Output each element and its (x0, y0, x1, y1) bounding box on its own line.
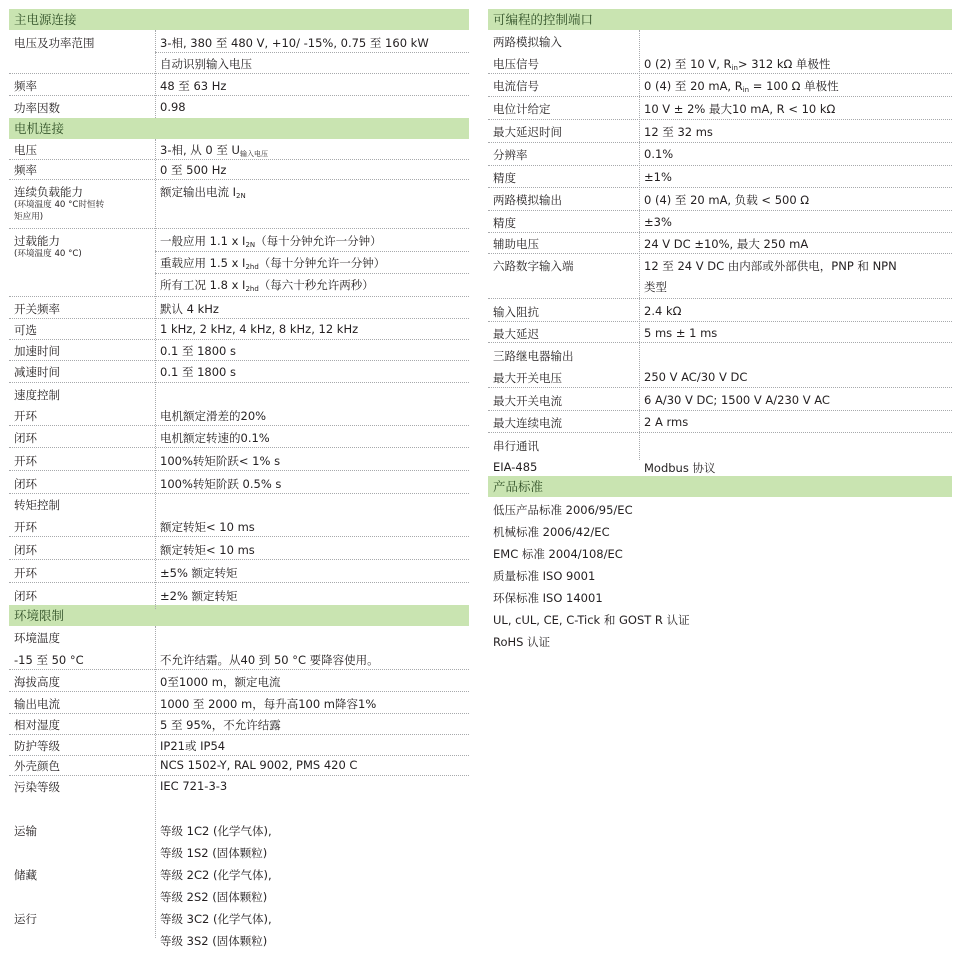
list-item: 机械标准 2006/42/EC (493, 525, 610, 539)
table-row (9, 340, 469, 361)
table-row (9, 404, 469, 426)
accel-time-label: 加速时间 (14, 344, 60, 358)
voltage-range-value: 3-相, 380 至 480 V, +10/ -15%, 0.75 至 160 kW (160, 36, 429, 50)
table-row (488, 411, 952, 433)
transport-label: 运输 (14, 824, 37, 838)
potentiometer-label: 电位计给定 (493, 102, 551, 116)
table-row (488, 188, 952, 211)
voltage-signal-value: 0 (2) 至 10 V, $R_{in}> 312$ kΩ 单极性 (644, 57, 831, 72)
motor-freq-value: 0 至 500 Hz (160, 163, 227, 177)
section-header-environment: 环境限制 (9, 605, 469, 626)
ambient-temp-label: 环境温度 (14, 631, 60, 645)
table-row (488, 143, 952, 166)
power-factor-label: 功率因数 (14, 101, 60, 115)
analog-outputs-label: 两路模拟输出 (493, 193, 562, 207)
enclosure-color-value: NCS 1502-Y, RAL 9002, PMS 420 C (160, 758, 358, 772)
continuous-load-note: (环境温度 40 °C时恒转 (14, 200, 105, 210)
serial-comm-label: 串行通讯 (493, 439, 539, 453)
torque-open-loop-value: 额定转矩< 10 ms (160, 520, 255, 534)
table-row (9, 139, 469, 160)
protection-value: IP21或 IP54 (160, 739, 226, 753)
storage-value-1: 等级 2C2 (化学气体), (160, 868, 272, 882)
table-row (9, 426, 469, 448)
table-row (9, 361, 469, 383)
max-switch-voltage-value: 250 V AC/30 V DC (644, 370, 748, 384)
output-current-label: 输出电流 (14, 697, 60, 711)
enclosure-color-label: 外壳颜色 (14, 759, 60, 773)
table-row (9, 96, 469, 118)
table-row (488, 343, 952, 365)
input-impedance-label: 输入阻抗 (493, 305, 539, 319)
max-switch-current-value: 6 A/30 V DC; 1500 V A/230 V AC (644, 393, 830, 407)
table-row (9, 74, 469, 96)
operation-value-2: 等级 3S2 (固体颗粒) (160, 934, 268, 948)
table-row (9, 714, 469, 735)
relay-outputs-label: 三路继电器输出 (493, 349, 574, 363)
torque-open-loop-value: ±5% 额定转矩 (160, 566, 238, 580)
table-row (9, 297, 469, 319)
table-row (9, 383, 469, 404)
table-row (9, 229, 469, 297)
digital-inputs-value: 12 至 24 V DC 由内部或外部供电，PNP 和 NPN (644, 259, 897, 273)
speed-closed-loop-value: 电机额定转速的0.1% (160, 431, 270, 445)
speed-open-loop-label: 开环 (14, 454, 37, 468)
right-column (488, 9, 952, 651)
storage-value-2: 等级 2S2 (固体颗粒) (160, 890, 268, 904)
pollution-value: IEC 721-3-3 (160, 779, 228, 793)
table-row (488, 211, 952, 233)
speed-closed-loop-value: 100%转矩阶跃 0.5% s (160, 477, 282, 491)
table-row (9, 670, 469, 692)
accel-time-value: 0.1 至 1800 s (160, 344, 237, 358)
accuracy-label: 精度 (493, 171, 516, 185)
voltage-signal-label: 电压信号 (493, 57, 539, 71)
table-row (9, 776, 469, 820)
storage-label: 储藏 (14, 868, 37, 882)
continuous-load-value: 额定输出电流 $I_{2N}$ (160, 185, 246, 200)
max-delay-value: 5 ms ± 1 ms (644, 326, 718, 340)
freq-label: 频率 (14, 79, 37, 93)
switch-freq-value: 默认 4 kHz (160, 302, 219, 316)
table-row (9, 180, 469, 229)
left-column (9, 9, 469, 948)
table-row (9, 30, 469, 74)
table-row (488, 365, 952, 388)
current-signal-value: 0 (4) 至 20 mA, $R_{in} = 100$ Ω 单极性 (644, 79, 839, 94)
environment-table (9, 626, 469, 948)
torque-closed-loop-label: 闭环 (14, 589, 37, 603)
altitude-label: 海拔高度 (14, 675, 60, 689)
speed-control-label: 速度控制 (14, 388, 60, 402)
list-item: 环保标准 ISO 14001 (493, 591, 603, 605)
continuous-load-label: 连续负载能力 (14, 185, 83, 199)
overload-label: 过载能力 (14, 234, 60, 248)
max-switch-voltage-label: 最大开关电压 (493, 371, 562, 385)
torque-closed-loop-value: 额定转矩< 10 ms (160, 543, 255, 557)
overload-normal: 一般应用 1.1 x $I_{2N}$（每十分钟允许一分钟） (160, 234, 382, 249)
table-row (9, 626, 469, 648)
table-row (488, 74, 952, 97)
max-delay-value: 12 至 32 ms (644, 125, 713, 139)
table-row (9, 756, 469, 776)
list-item: 低压产品标准 2006/95/EC (493, 503, 633, 517)
torque-closed-loop-label: 闭环 (14, 543, 37, 557)
table-row (488, 254, 952, 299)
main-power-table (9, 30, 469, 118)
list-item: EMC 标准 2004/108/EC (493, 547, 623, 561)
section-header-control-ports: 可编程的控制端口 (488, 9, 952, 30)
decel-time-value: 0.1 至 1800 s (160, 365, 237, 379)
torque-open-loop-label: 开环 (14, 566, 37, 580)
resolution-value: 0.1% (644, 147, 674, 161)
digital-inputs-value-2: 类型 (644, 280, 667, 294)
decel-time-label: 减速时间 (14, 365, 60, 379)
table-row (488, 388, 952, 411)
list-item: RoHS 认证 (493, 635, 551, 649)
potentiometer-value: 10 V ± 2% 最大10 mA, R < 10 kΩ (644, 102, 836, 116)
list-item: UL, cUL, CE, C-Tick 和 GOST R 认证 (493, 613, 690, 627)
eia485-label: EIA-485 (493, 460, 538, 474)
humidity-label: 相对湿度 (14, 718, 60, 732)
torque-control-label: 转矩控制 (14, 498, 60, 512)
output-current-value: 1000 至 2000 m，每升高100 m降容1% (160, 697, 377, 711)
transport-value-1: 等级 1C2 (化学气体), (160, 824, 272, 838)
max-delay-label: 最大延迟 (493, 327, 539, 341)
table-row (9, 471, 469, 494)
torque-open-loop-label: 开环 (14, 520, 37, 534)
list-item: 质量标准 ISO 9001 (493, 569, 596, 583)
analog-outputs-value: 0 (4) 至 20 mA, 负载 < 500 Ω (644, 193, 810, 207)
aux-voltage-label: 辅助电压 (493, 237, 539, 251)
accuracy-value: ±1% (644, 170, 672, 184)
table-row (488, 233, 952, 254)
table-row (9, 692, 469, 714)
table-row (488, 97, 952, 120)
optional-value: 1 kHz, 2 kHz, 4 kHz, 8 kHz, 12 kHz (160, 322, 359, 336)
table-row (9, 537, 469, 560)
section-header-standards: 产品标准 (488, 476, 952, 497)
table-row (488, 433, 952, 455)
accuracy-label: 精度 (493, 216, 516, 230)
section-header-motor: 电机连接 (9, 118, 469, 139)
table-row (488, 120, 952, 143)
table-row (9, 514, 469, 537)
current-signal-label: 电流信号 (493, 79, 539, 93)
torque-closed-loop-value: ±2% 额定转矩 (160, 589, 238, 603)
table-row (9, 494, 469, 514)
pollution-label: 污染等级 (14, 780, 60, 794)
overload-all: 所有工况 1.8 x $I_{2hd}$（每六十秒允许两秒） (160, 278, 374, 293)
table-row (9, 560, 469, 583)
operation-value-1: 等级 3C2 (化学气体), (160, 912, 272, 926)
motor-voltage-label: 电压 (14, 143, 37, 157)
table-row (488, 30, 952, 52)
table-row (9, 648, 469, 670)
table-row (9, 820, 469, 864)
humidity-value: 5 至 95%，不允许结露 (160, 718, 281, 732)
speed-closed-loop-label: 闭环 (14, 477, 37, 491)
operation-label: 运行 (14, 912, 37, 926)
table-row (9, 908, 469, 948)
table-row (9, 864, 469, 908)
speed-open-loop-label: 开环 (14, 409, 37, 423)
resolution-label: 分辨率 (493, 148, 528, 162)
eia485-value: Modbus 协议 (644, 461, 716, 475)
switch-freq-label: 开关频率 (14, 302, 60, 316)
temp-range: -15 至 50 °C (14, 653, 84, 667)
table-row (9, 160, 469, 180)
analog-inputs-label: 两路模拟输入 (493, 35, 562, 49)
transport-value-2: 等级 1S2 (固体颗粒) (160, 846, 268, 860)
voltage-range-label: 电压及功率范围 (14, 36, 95, 50)
table-row (9, 735, 469, 756)
max-cont-current-value: 2 A rms (644, 415, 689, 429)
temp-note: 不允许结霜。从40 到 50 °C 要降容使用。 (160, 653, 379, 667)
control-ports-table (488, 30, 952, 476)
table-row (9, 448, 469, 471)
table-row (488, 322, 952, 343)
protection-label: 防护等级 (14, 739, 60, 753)
overload-heavy: 重载应用 1.5 x $I_{2hd}$（每十分钟允许一分钟） (160, 256, 386, 271)
max-switch-current-label: 最大开关电流 (493, 394, 562, 408)
overload-note: (环境温度 40 °C) (14, 249, 82, 259)
motor-table (9, 139, 469, 605)
table-row (488, 52, 952, 74)
freq-value: 48 至 63 Hz (160, 79, 227, 93)
speed-closed-loop-label: 闭环 (14, 431, 37, 445)
voltage-auto-detect: 自动识别输入电压 (160, 57, 252, 71)
max-delay-label: 最大延迟时间 (493, 125, 562, 139)
continuous-load-note: 矩应用) (14, 212, 44, 222)
motor-voltage-value: 3-相, 从 0 至 $U_{输入电压}$ (160, 143, 268, 158)
altitude-value: 0至1000 m，额定电流 (160, 675, 281, 689)
standards-list (488, 497, 952, 651)
speed-open-loop-value: 100%转矩阶跃< 1% s (160, 454, 281, 468)
input-impedance-value: 2.4 kΩ (644, 304, 682, 318)
motor-freq-label: 频率 (14, 163, 37, 177)
table-row (9, 319, 469, 340)
table-row (9, 583, 469, 605)
digital-inputs-label: 六路数字输入端 (493, 259, 574, 273)
table-row (488, 455, 952, 476)
table-row (488, 166, 952, 188)
table-row (488, 299, 952, 322)
power-factor-value: 0.98 (160, 100, 186, 114)
aux-voltage-value: 24 V DC ±10%, 最大 250 mA (644, 237, 809, 251)
section-header-main-power: 主电源连接 (9, 9, 469, 30)
optional-label: 可选 (14, 323, 37, 337)
speed-open-loop-value: 电机额定滑差的20% (160, 409, 267, 423)
max-cont-current-label: 最大连续电流 (493, 416, 562, 430)
accuracy-value: ±3% (644, 215, 672, 229)
